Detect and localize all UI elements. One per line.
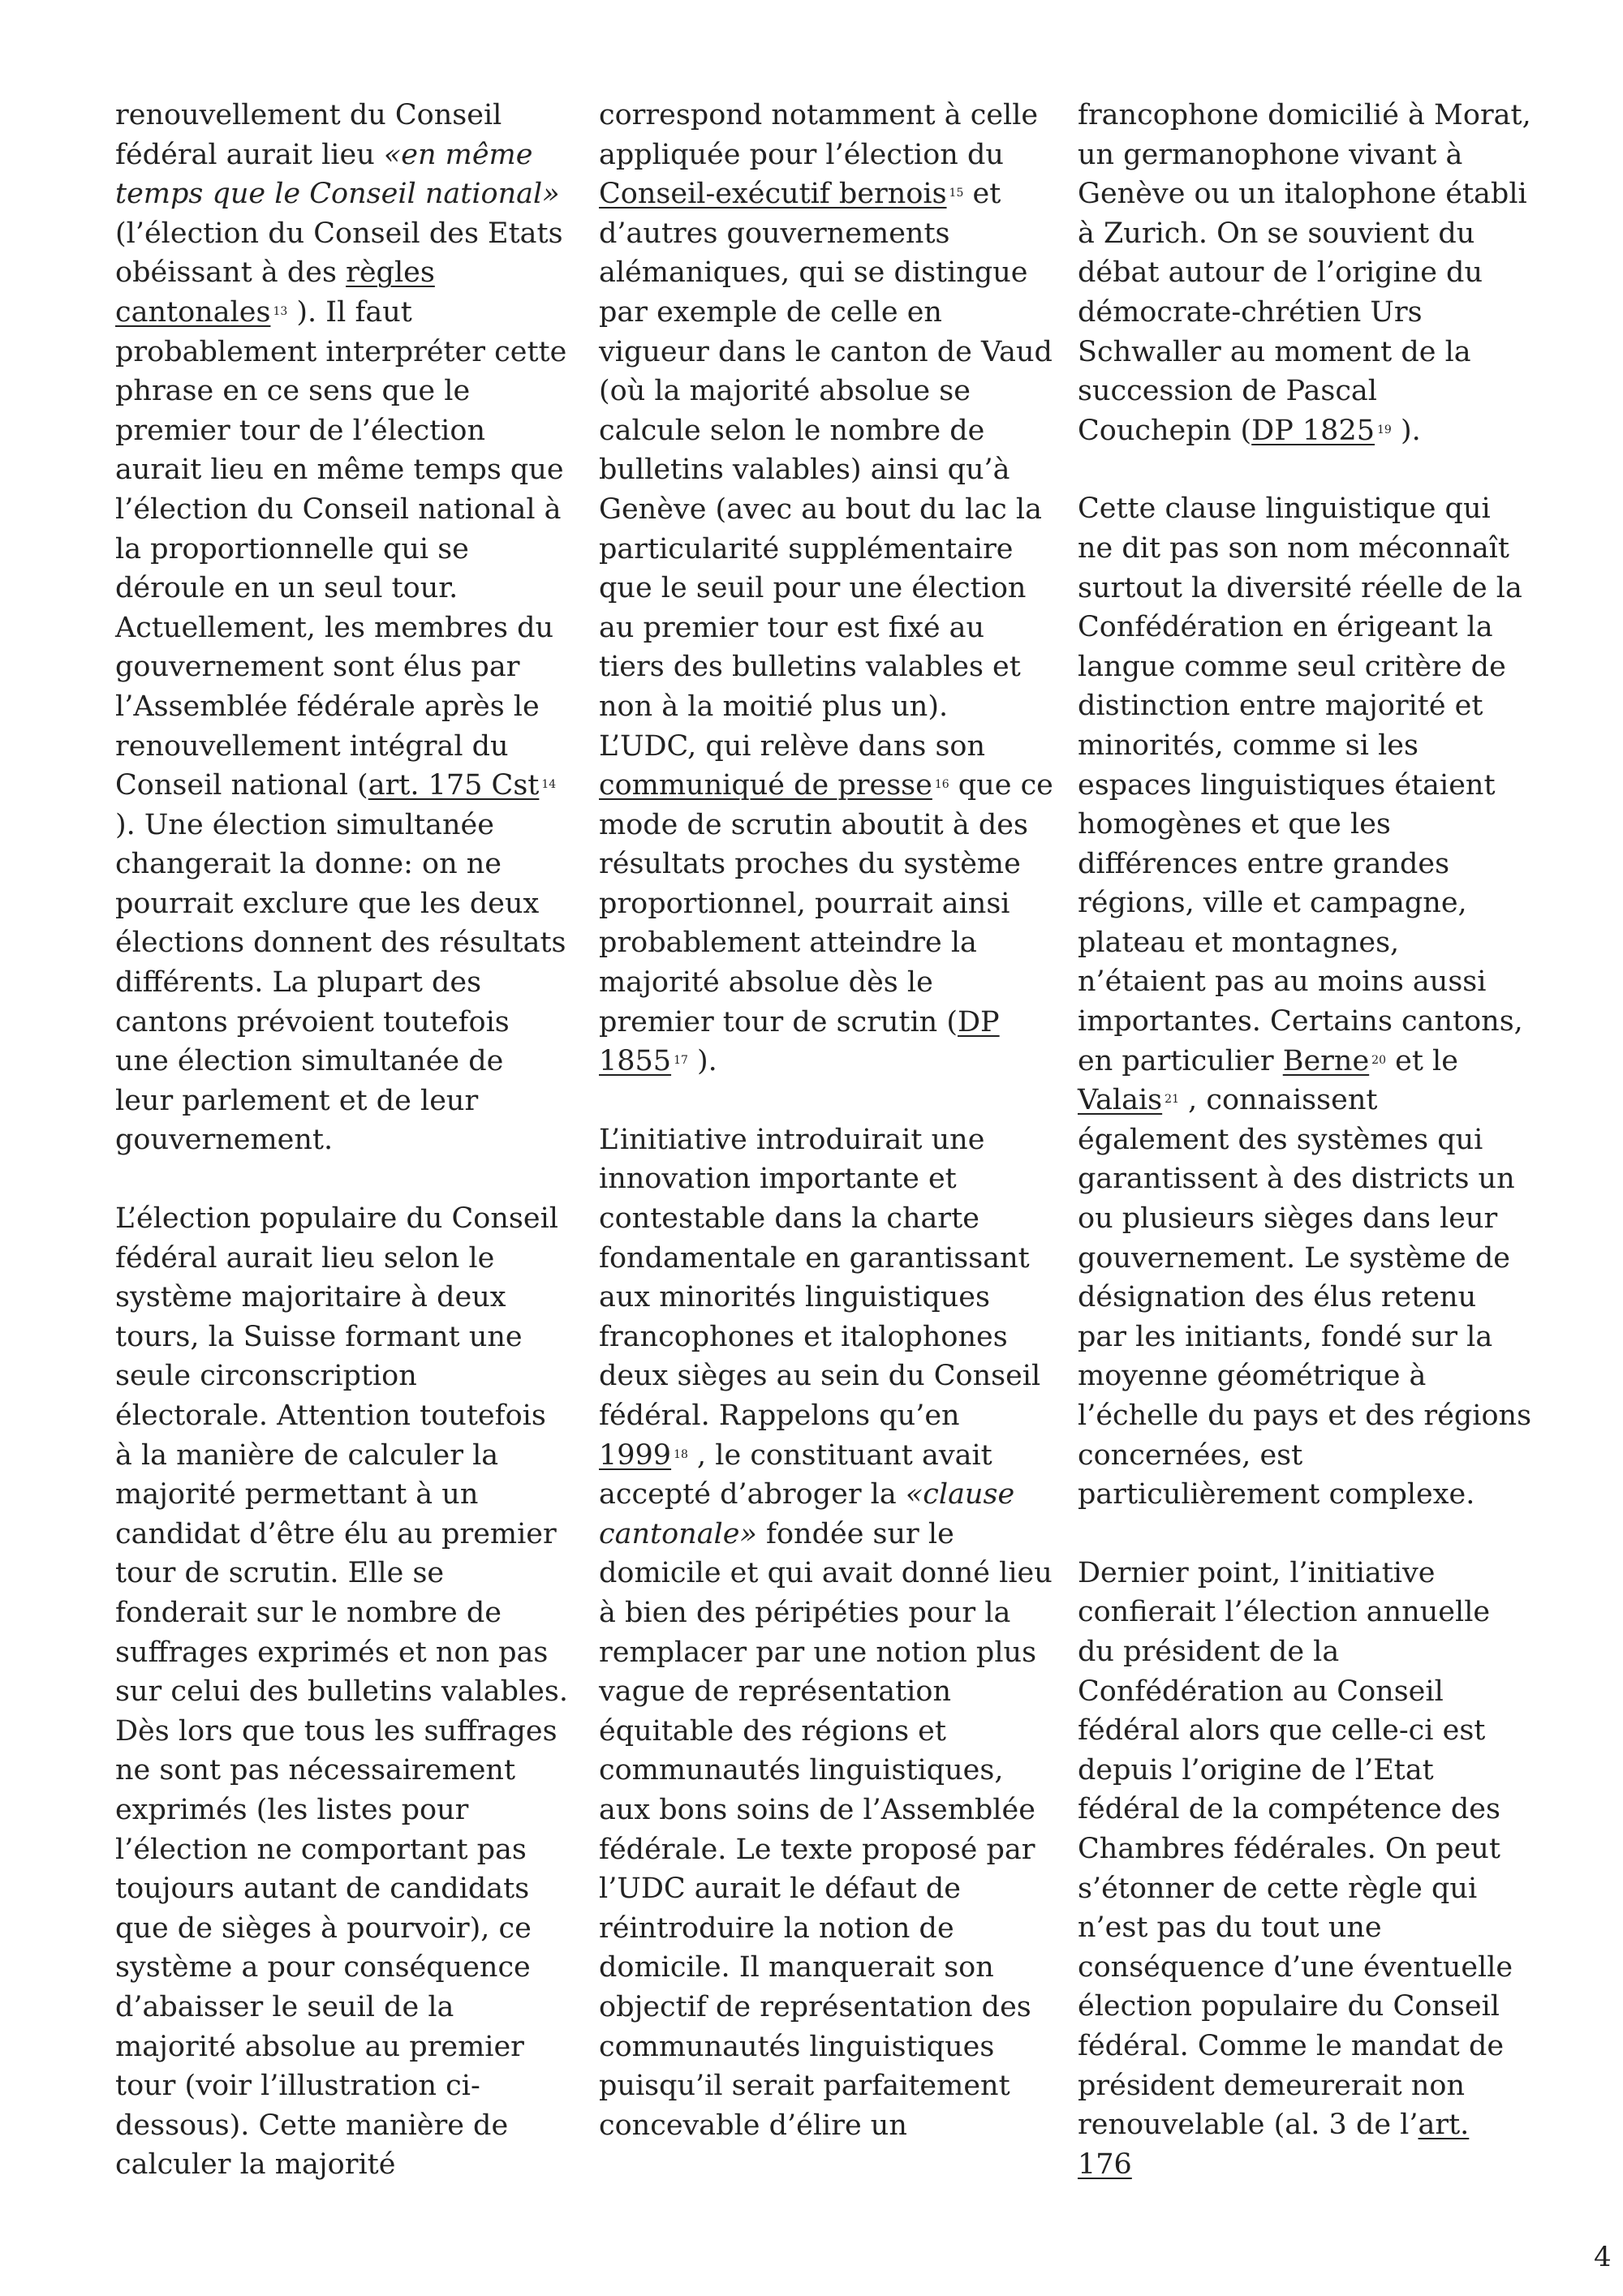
footnote-marker: 20 (1371, 1053, 1386, 1067)
reference-link[interactable]: DP 1825 (1251, 414, 1375, 447)
body-text: Dernier point, l’initiative confierait l’élection annuelle du président de la Confédération au Conseil fédéral alors que celle-ci est depuis l’origine de l’Etat fédéral de la compétence des Chambres fédérales. On peut s’étonner de cette règle qui n’est pas du tout une conséquence d’une éventuelle élection populaire du Conseil fédéral. Comme le mandat de président demeurerait non renouvelable (al. 3 de l’ (1078, 1556, 1513, 2142)
text-column-3 (1078, 96, 1532, 2223)
body-text: francophone domicilié à Morat, un germanophone vivant à Genève ou un italophone établi à Zurich. On se souvient du débat autour de l’origine du démocrate-chrétien Urs Schwaller au moment de la succession de Pascal Couchepin ( (1078, 99, 1531, 447)
reference-link[interactable]: 1999 (599, 1438, 672, 1472)
quoted-text: «en même temps que le Conseil national» (115, 138, 560, 211)
footnote-marker: 19 (1376, 423, 1392, 436)
body-text: correspond notamment à celle appliquée pour l’élection du (599, 99, 1039, 171)
footnote-marker: 13 (273, 304, 288, 318)
reference-link[interactable]: communiqué de presse (599, 769, 932, 802)
reference-link[interactable]: DP 1855 (599, 1005, 1000, 1078)
body-text: L’initiative introduirait une innovation importante et contestable dans la charte fondamentale en garantissant aux minorités linguistiques francophones et italophones deux sièges au sein du Conseil fédéral. Rappelons qu’en (599, 1123, 1041, 1432)
reference-link[interactable]: Conseil-exécutif bernois (599, 178, 947, 211)
reference-link[interactable]: Valais (1078, 1084, 1163, 1117)
paragraph (1078, 489, 1532, 1514)
body-text: renouvellement du Conseil fédéral aurait lieu (115, 99, 502, 171)
paragraph (599, 1120, 1053, 2145)
reference-link[interactable]: Berne (1282, 1044, 1370, 1077)
body-text: et d’autres gouvernements alémaniques, qui se distingue par exemple de celle en vigueur dans le canton de Vaud (où la majorité absolue se calcule selon le nombre de bulletins valables) ainsi qu’à Genève (avec au bout du lac la particularité supplémentaire que le seuil pour une élection au premier tour est fixé au tiers des bulletins valables et non à la moitié plus un). L’UDC, qui relève dans son (599, 178, 1053, 763)
footnote-marker: 21 (1165, 1093, 1179, 1107)
reference-link[interactable]: art. 175 Cst (368, 769, 540, 802)
body-text: Cette clause linguistique qui ne dit pas son nom méconnaît surtout la diversité réelle de la Confédération en érigeant la langue comme seul critère de distinction entre majorité et minorités, comme si les espaces linguistiques étaient homogènes et que les différences entre grandes régions, ville et campagne, plateau et montagnes, n’étaient pas au moins aussi importantes. Certains cantons, en particulier (1078, 492, 1523, 1077)
paragraph (115, 1199, 570, 2185)
footnote-marker: 17 (674, 1054, 688, 1068)
body-text: ). Il faut probablement interpréter cette phrase en ce sens que le premier tour de l’élection aurait lieu en même temps que l’élection du Conseil national à la proportionnelle qui se déroule en un seul tour. Actuellement, les membres du gouvernement sont élus par l’Assemblée fédérale après le renouvellement intégral du Conseil national ( (115, 295, 567, 802)
reference-link[interactable]: art. 176 (1078, 2109, 1470, 2181)
body-text: ). (1391, 414, 1421, 447)
footnote-marker: 15 (949, 187, 964, 200)
body-text: ). Une élection simultanée changerait la donne: on ne pourrait exclure que les deux élections donnent des résultats différents. La plupart des cantons prévoient toutefois une élection simultanée de leur parlement et de leur gouvernement. (115, 808, 566, 1157)
reference-link[interactable]: règles cantonales (115, 256, 435, 329)
body-text: L’élection populaire du Conseil fédéral aurait lieu selon le système majoritaire à deux tours, la Suisse formant une seule circonscription électorale. Attention toutefois à la manière de calculer la majorité permettant à un candidat d’être élu au premier tour de scrutin. Elle se fonderait sur le nombre de suffrages exprimés et non pas sur celui des bulletins valables. Dès lors que tous les suffrages ne sont pas nécessairement exprimés (les listes pour l’élection ne comportant pas toujours autant de candidats que de sièges à pourvoir), ce système a pour conséquence d’abaisser le seuil de la majorité absolue au premier tour (voir l’illustration ci-dessous). Cette manière de calculer la majorité (115, 1202, 568, 2182)
footnote-marker: 14 (541, 778, 557, 792)
footnote-marker: 18 (674, 1447, 688, 1461)
body-text: (l’élection du Conseil des Etats obéissant à des (115, 217, 563, 290)
footnote-marker: 16 (934, 778, 949, 792)
body-text: et le (1386, 1044, 1458, 1077)
page-number: 4 (1594, 2241, 1612, 2273)
body-text: que ce mode de scrutin aboutit à des résultats proches du système proportionnel, pourrait ainsi probablement atteindre la majorité absolue dès le premier tour de scrutin ( (599, 769, 1053, 1038)
body-text: , le constituant avait accepté d’abroger la (599, 1438, 992, 1511)
body-text: fondée sur le domicile et qui avait donné lieu à bien des péripéties pour la remplacer par une notion plus vague de représentation équitable des régions et communautés linguistiques, aux bons soins de l’Assemblée fédérale. Le texte proposé par l’UDC aurait le défaut de réintroduire la notion de domicile. Il manquerait son objectif de représentation des communautés linguistiques puisqu’il serait parfaitement concevable d’élire un (599, 1517, 1053, 2142)
paragraph (115, 96, 570, 1160)
quoted-text: «clause cantonale» (599, 1478, 1015, 1550)
text-column-2 (599, 96, 1053, 2184)
paragraph (1078, 96, 1532, 450)
body-text: , connaissent également des systèmes qui garantissent à des districts un ou plusieurs sièges dans leur gouvernement. Le système de désignation des élus retenu par les initiants, fondé sur la moyenne géométrique à l’échelle du pays et des régions concernées, est particulièrement complexe. (1078, 1084, 1532, 1511)
body-text: ). (687, 1045, 717, 1078)
paragraph (1078, 1554, 1532, 2185)
text-column-1 (115, 96, 570, 2224)
paragraph (599, 96, 1053, 1081)
